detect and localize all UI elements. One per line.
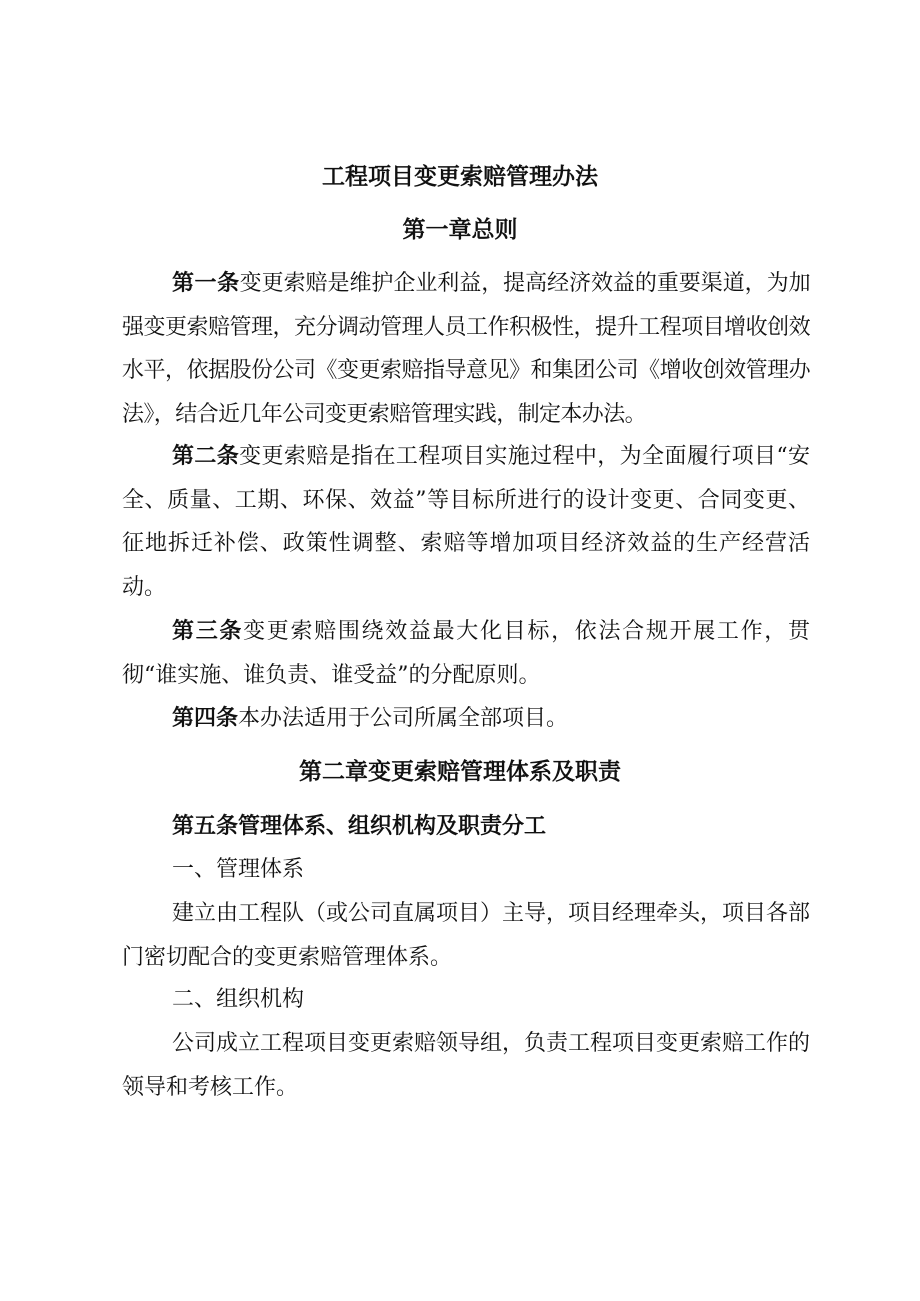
- article-1-lead: 第一条: [172, 270, 240, 296]
- article-4-lead: 第四条: [172, 705, 239, 731]
- section-2-title: 二、组织机构: [172, 987, 305, 1012]
- article-2-text: 变更索赔是指在工程项目实施过程中，为全面履行项目“安全、质量、工期、环保、效益”等目标所进行的设计变更、合同变更、征地拆迁补偿、政策性调整、索赔等增加项目经济效益的生产经营活动。: [122, 444, 810, 600]
- chapter-2-heading: 第二章变更索赔管理体系及职责: [299, 758, 621, 785]
- article-2-lead: 第二条: [172, 443, 240, 469]
- article-2: [122, 435, 810, 609]
- article-4: [122, 697, 810, 741]
- chapter-1-heading: 第一章总则: [402, 216, 518, 243]
- article-3: [122, 610, 810, 697]
- article-1-text: 变更索赔是维护企业利益，提高经济效益的重要渠道，为加强变更索赔管理，充分调动管理人员工作积极性，提升工程项目增收创效水平，依据股份公司《变更索赔指导意见》和集团公司《增收创效管理办法》，结合近几年公司变更索赔管理实践，制定本办法。: [122, 271, 810, 427]
- article-1: [122, 262, 810, 436]
- section-1-title: 一、管理体系: [172, 857, 305, 882]
- article-5-heading: 第五条管理体系、组织机构及职责分工: [172, 813, 547, 839]
- section-1-text: 建立由工程队（或公司直属项目）主导，项目经理牵头，项目各部门密切配合的变更索赔管理体系。: [122, 901, 811, 970]
- section-2-text: 公司成立工程项目变更索赔领导组，负责工程项目变更索赔工作的领导和考核工作。: [122, 1031, 811, 1100]
- document-title: 工程项目变更索赔管理办法: [322, 163, 598, 190]
- article-3-lead: 第三条: [172, 618, 244, 644]
- article-4-text: 本办法适用于公司所属全部项目。: [238, 706, 569, 731]
- article-3-text: 变更索赔围绕效益最大化目标，依法合规开展工作，贯彻“谁实施、谁负责、谁受益”的分配原则。: [122, 619, 810, 688]
